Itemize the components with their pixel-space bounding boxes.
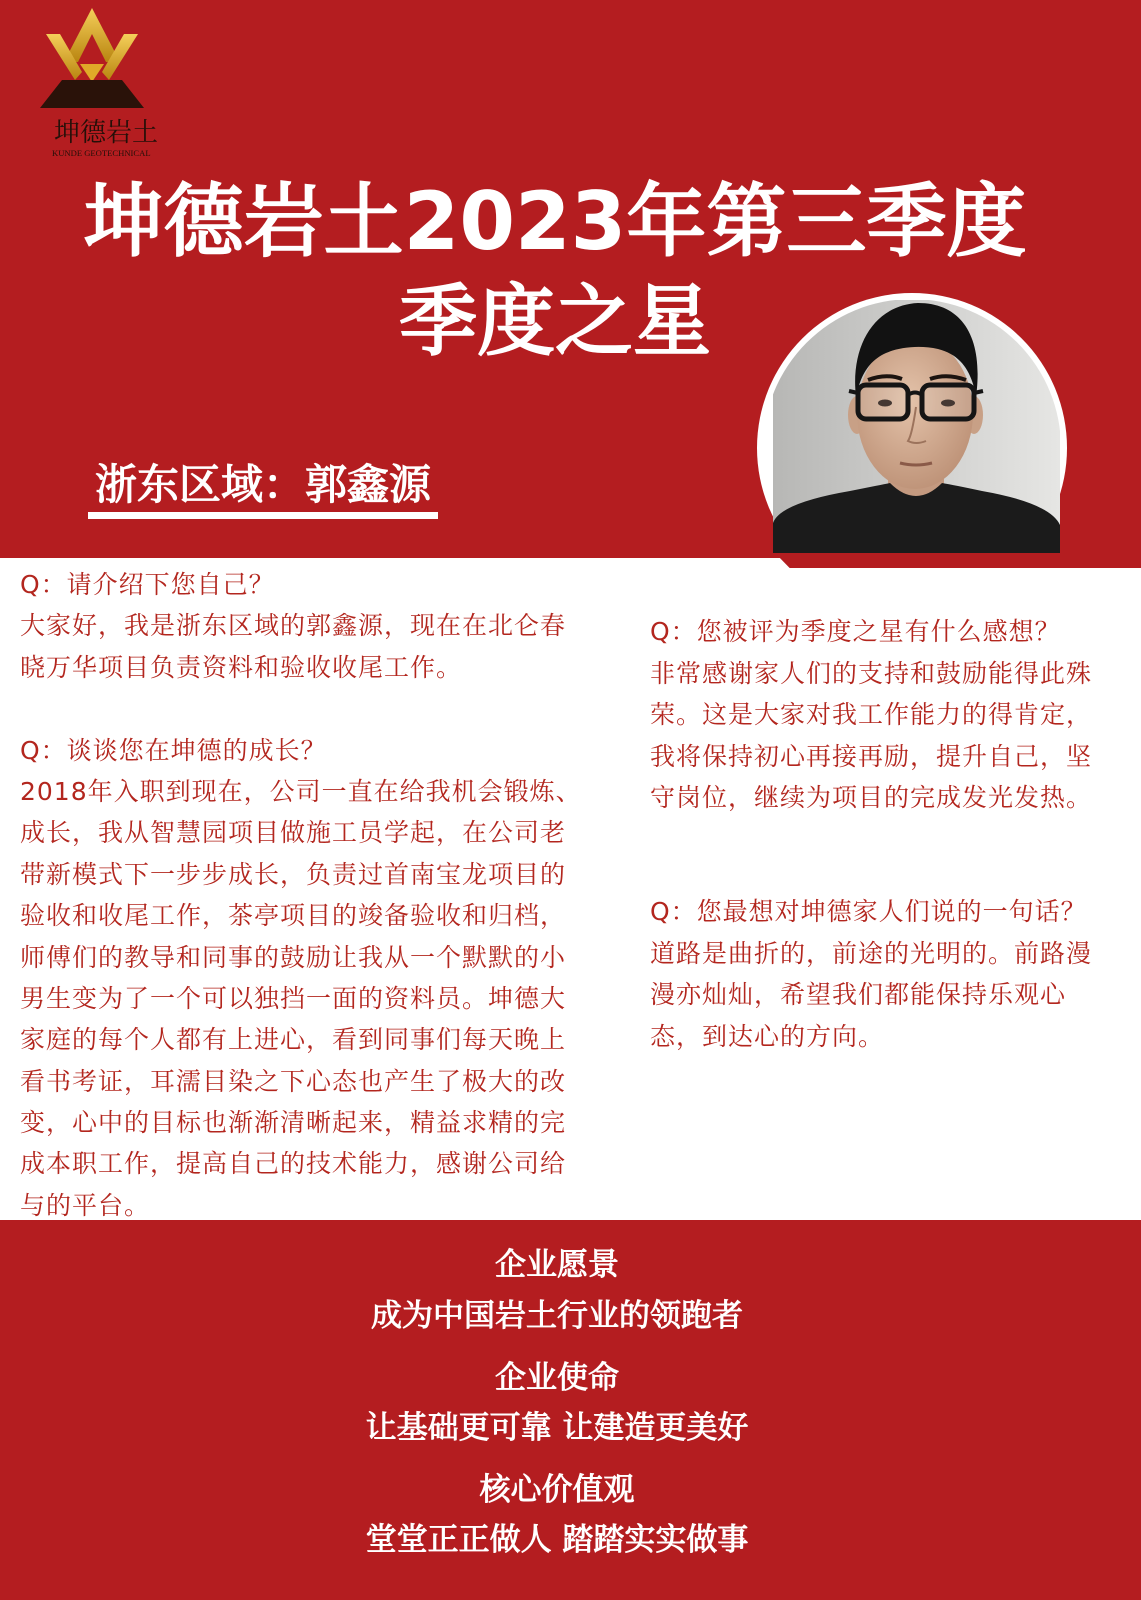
question-feelings: Q：您被评为季度之星有什么感想？: [650, 617, 1061, 646]
answer-line: 非常感谢家人们的支持和鼓励能得此殊: [650, 658, 1093, 688]
honoree-name: 浙东区域：郭鑫源: [95, 460, 432, 509]
poster-title: 坤德岩土2023年第三季度: [83, 175, 1027, 268]
interview-right-block-feelings: [650, 611, 1092, 819]
interview-right-block-message: [650, 891, 1092, 1057]
answer-line: 晓万华项目负责资料和验收收尾工作。: [20, 652, 463, 682]
mission-statement: 让基础更可靠 让建造更美好: [365, 1410, 749, 1446]
vision-statement: 成为中国岩土行业的领跑者: [371, 1298, 743, 1334]
answer-line: 道路是曲折的，前途的光明的。前路漫: [650, 938, 1093, 968]
answer-line: 我将保持初心再接再励，提升自己，坚: [650, 741, 1093, 771]
question-message: Q：您最想对坤德家人们说的一句话？: [650, 897, 1087, 926]
mission-label: 企业使命: [495, 1360, 619, 1396]
answer-line: 态，到达心的方向。: [650, 1021, 885, 1051]
answer-line: 变，心中的目标也渐渐清晰起来，精益求精的完: [20, 1108, 567, 1138]
answer-line: 带新模式下一步步成长，负责过首南宝龙项目的: [20, 859, 567, 889]
answer-line: 成长，我从智慧园项目做施工员学起，在公司老: [20, 818, 567, 848]
question-growth: Q：谈谈您在坤德的成长？: [20, 735, 327, 765]
answer-line: 荣。这是大家对我工作能力的得肯定，: [650, 700, 1093, 730]
honoree-underline: [88, 512, 438, 519]
answer-line: 男生变为了一个可以独挡一面的资料员。坤德大: [20, 983, 567, 1013]
poster-subtitle: 季度之星: [398, 277, 711, 367]
answer-line: 看书考证，耳濡目染之下心态也产生了极大的改: [20, 1066, 567, 1096]
answer-line: 漫亦灿灿，希望我们都能保持乐观心: [650, 980, 1067, 1010]
portrait-photo: [740, 285, 1080, 565]
answer-line: 师傅们的教导和同事的鼓励让我从一个默默的小: [20, 942, 567, 972]
header-notch: [775, 553, 1141, 568]
values-statement: 堂堂正正做人 踏踏实实做事: [365, 1522, 749, 1558]
answer-line: 2018年入职到现在，公司一直在给我机会锻炼、: [20, 776, 582, 806]
answer-line: 成本职工作，提高自己的技术能力，感谢公司给: [20, 1149, 567, 1179]
company-logo: [36, 4, 168, 164]
logo-name-cn: 坤德岩土: [54, 118, 159, 148]
vision-label: 企业愿景: [495, 1247, 619, 1283]
spacer: [20, 688, 582, 729]
logo-name-en: KUNDE GEOTECHNICAL: [52, 148, 151, 158]
answer-line: 大家好，我是浙东区域的郭鑫源，现在在北仑春: [20, 611, 567, 641]
question-intro: Q：请介绍下您自己？: [20, 570, 275, 599]
interview-left-column: [20, 564, 582, 1226]
values-label: 核心价值观: [479, 1472, 635, 1508]
answer-line: 守岗位，继续为项目的完成发光发热。: [650, 783, 1093, 813]
answer-line: 家庭的每个人都有上进心，看到同事们每天晚上: [20, 1025, 567, 1055]
answer-line: 验收和收尾工作，茶亭项目的竣备验收和归档，: [20, 901, 567, 931]
answer-line: 与的平台。: [20, 1190, 151, 1220]
mountain-logo-icon: [36, 4, 148, 112]
